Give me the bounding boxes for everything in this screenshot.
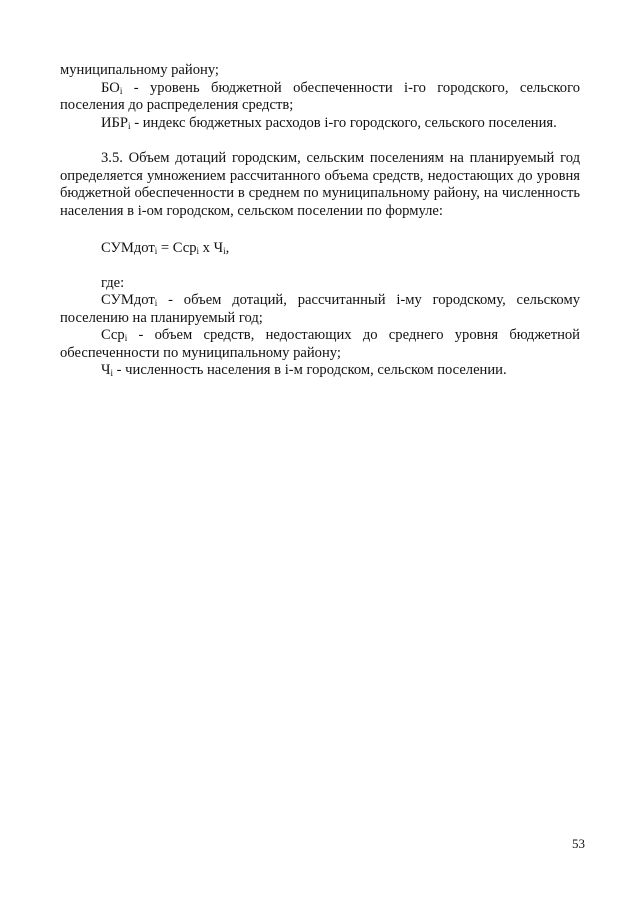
where-definitions [60, 292, 580, 380]
definition-text: - уровень бюджетной обеспеченности i-го городского, сельского поселения до распределения средств; [60, 79, 580, 113]
definition-text: - объем средств, недостающих до среднего уровня бюджетной обеспеченности по муниципальному району; [60, 327, 580, 361]
formula-lhs: СУМдот [101, 240, 155, 256]
definition-sumdot [60, 292, 580, 327]
continued-line [60, 62, 580, 80]
definition-ssr [60, 327, 580, 362]
formula [101, 240, 229, 258]
where-label [101, 275, 124, 293]
term-ch: Ч [101, 362, 111, 378]
definition-ch [60, 362, 580, 380]
subscript: i [124, 332, 128, 343]
definition-ibr [60, 115, 580, 133]
definition-text: - индекс бюджетных расходов i-го городского, сельского поселения. [130, 114, 557, 131]
section-text: 3.5. Объем дотаций городским, сельским поселениям на планируемый год определяется умножением рассчитанного объема средств, недостающих до уровня бюджетной обеспеченности в среднем по муниципальному району, на численность населения в i-ом городском, сельском поселении по формуле: [60, 150, 580, 219]
section-3-5 [60, 150, 580, 220]
subscript: i [119, 85, 123, 96]
section-paragraph [60, 150, 580, 220]
subscript: i [110, 367, 114, 378]
term-ibr: ИБР [101, 114, 129, 131]
term-sumdot: СУМдот [101, 292, 155, 308]
term-bo: БО [101, 79, 120, 96]
definitions-continued [60, 62, 580, 132]
page-number: 53 [572, 836, 585, 851]
definition-text: - объем дотаций, рассчитанный i-му городскому, сельскому поселению на планируемый год; [60, 292, 580, 326]
term-ssr: Сср [101, 327, 125, 343]
where-text: где: [101, 275, 125, 291]
subscript: i [196, 245, 200, 256]
definition-bo [60, 80, 580, 115]
formula-eq: = Сср [157, 240, 197, 256]
formula-tail: , [225, 240, 230, 256]
subscript: i [223, 245, 226, 256]
definition-text: - численность населения в i-м городском, сельском поселении. [113, 362, 507, 378]
subscript: i [154, 245, 158, 256]
subscript: i [128, 120, 131, 131]
subscript: i [154, 297, 158, 308]
continued-text: муниципальному району; [60, 62, 219, 78]
formula-times: х Ч [199, 240, 224, 256]
